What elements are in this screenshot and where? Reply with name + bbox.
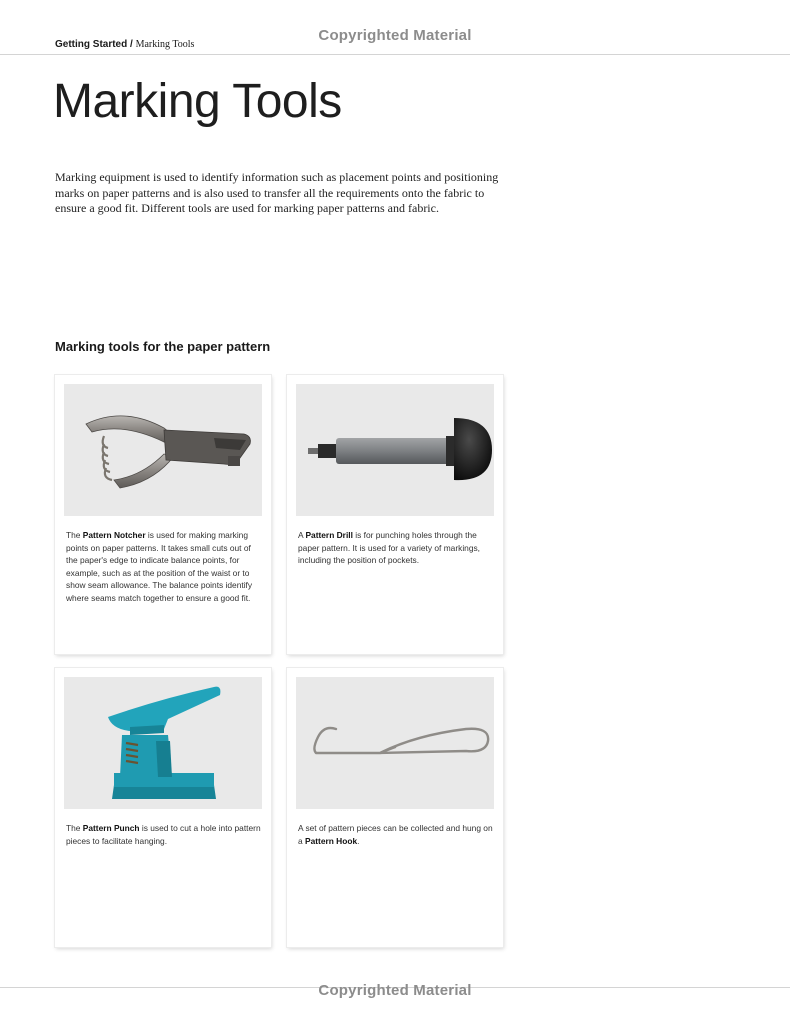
pattern-punch-caption: The Pattern Punch is used to cut a hole into pattern pieces to facilitate hanging. [66, 823, 261, 846]
breadcrumb-separator: / [130, 39, 133, 50]
pattern-notcher-caption: The Pattern Notcher is used for making marking points on paper patterns. It takes small cuts out of the paper's edge to indicate balance points, for example, such as at the position of the waist or to show seam allowance. The balance points identify where seams match together to ensure a good fit. [66, 530, 253, 603]
tool-card-pattern-drill [287, 375, 503, 654]
section-heading: Marking tools for the paper pattern [55, 339, 271, 354]
pattern-notcher-term: Pattern Notcher [82, 530, 146, 540]
pattern-drill-term: Pattern Drill [305, 530, 353, 540]
pattern-hook-caption: A set of pattern pieces can be collected and hung on a Pattern Hook. [298, 823, 493, 846]
pattern-drill-illustration [296, 384, 494, 516]
pattern-hook-term: Pattern Hook [305, 835, 358, 846]
header-rule [0, 54, 790, 55]
tool-card-pattern-notcher [55, 375, 271, 654]
tool-card-pattern-hook [287, 668, 503, 947]
pattern-drill-caption: A Pattern Drill is for punching holes through the paper pattern. It is used for a variety of markings, including the position of pockets. [298, 530, 481, 566]
copyright-watermark-bottom: Copyrighted Material [318, 982, 472, 999]
breadcrumb-section: Getting Started [55, 39, 128, 50]
pattern-notcher-photo [64, 384, 262, 516]
tool-card-pattern-punch [55, 668, 271, 947]
pattern-notcher-illustration [64, 384, 262, 516]
copyright-watermark-top: Copyrighted Material [318, 27, 472, 44]
pattern-punch-photo [64, 677, 262, 809]
page-title: Marking Tools [53, 75, 342, 128]
pattern-punch-term: Pattern Punch [82, 823, 140, 833]
intro-paragraph: Marking equipment is used to identify information such as placement points and positioning marks on paper patterns and is also used to transfer all the requirements onto the fabric to ensure a good fit. Different tools are used for marking paper patterns and fabric. [55, 170, 499, 215]
breadcrumb [55, 39, 194, 50]
pattern-hook-illustration [296, 677, 494, 809]
pattern-hook-photo [296, 677, 494, 809]
breadcrumb-page: Marking Tools [135, 39, 195, 50]
pattern-drill-photo [296, 384, 494, 516]
pattern-punch-illustration [64, 677, 262, 809]
